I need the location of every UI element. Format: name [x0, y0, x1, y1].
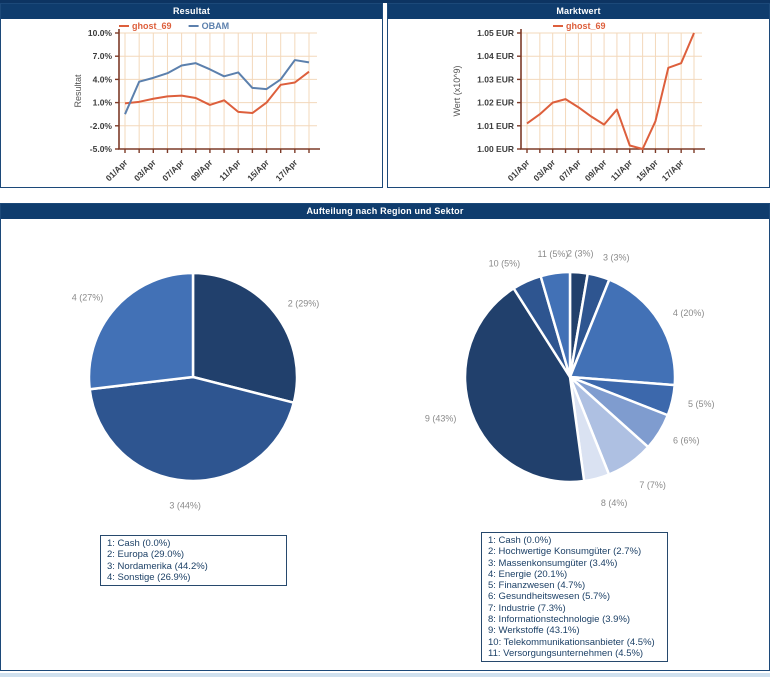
svg-text:4.0%: 4.0% [92, 74, 112, 85]
resultat-panel-body [1, 19, 382, 187]
svg-text:-2.0%: -2.0% [89, 120, 112, 131]
allocation-panel-title: Aufteilung nach Region und Sektor [1, 204, 769, 219]
legend-entry: 2: Hochwertige Konsumgüter (2.7%) [488, 546, 642, 558]
svg-text:ghost_69: ghost_69 [566, 21, 606, 31]
svg-text:6 (6%): 6 (6%) [673, 435, 700, 446]
svg-text:17/Apr: 17/Apr [659, 157, 686, 184]
svg-text:ghost_69: ghost_69 [132, 21, 172, 31]
svg-text:2 (3%): 2 (3%) [567, 248, 594, 259]
svg-text:17/Apr: 17/Apr [273, 157, 300, 184]
svg-text:03/Apr: 03/Apr [531, 157, 558, 184]
legend-entry: 10: Telekommunikationsanbieter (4.5%) [488, 636, 655, 648]
legend-entry: 8: Informationstechnologie (3.9%) [488, 614, 631, 626]
legend-entry: 5: Finanzwesen (4.7%) [488, 580, 586, 592]
bottom-border-strip [0, 673, 770, 677]
svg-text:07/Apr: 07/Apr [160, 157, 187, 184]
legend-entry: 3: Nordamerika (44.2%) [107, 560, 208, 572]
svg-text:4 (27%): 4 (27%) [71, 292, 104, 303]
svg-text:1.00 EUR: 1.00 EUR [477, 144, 514, 154]
region-legend-box [100, 535, 287, 586]
svg-text:10 (5%): 10 (5%) [488, 258, 521, 269]
legend-entry: 1: Cash (0.0%) [488, 535, 552, 546]
svg-text:5 (5%): 5 (5%) [687, 398, 715, 409]
svg-text:9 (43%): 9 (43%) [424, 413, 457, 424]
legend-entry: 1: Cash (0.0%) [107, 538, 171, 549]
svg-text:15/Apr: 15/Apr [245, 157, 271, 184]
svg-text:3 (3%): 3 (3%) [603, 252, 630, 263]
legend-entry: 9: Werkstoffe (43.1%) [488, 625, 580, 637]
legend-entry: 4: Sonstige (26.9%) [107, 571, 191, 583]
marktwert-panel [387, 3, 770, 188]
svg-text:1.03 EUR: 1.03 EUR [477, 74, 514, 85]
svg-text:09/Apr: 09/Apr [188, 157, 215, 184]
svg-text:09/Apr: 09/Apr [582, 157, 609, 184]
svg-text:7 (7%): 7 (7%) [639, 480, 666, 491]
svg-text:OBAM: OBAM [201, 21, 230, 31]
marktwert-panel-title: Marktwert [388, 4, 769, 19]
svg-text:01/Apr: 01/Apr [505, 157, 532, 184]
svg-text:-5.0%: -5.0% [89, 144, 112, 154]
svg-text:10.0%: 10.0% [87, 28, 112, 38]
svg-text:7.0%: 7.0% [92, 51, 112, 62]
legend-entry: 7: Industrie (7.3%) [488, 602, 566, 614]
legend-entry: 4: Energie (20.1%) [488, 568, 568, 580]
svg-text:11/Apr: 11/Apr [217, 157, 243, 183]
svg-text:1.01 EUR: 1.01 EUR [477, 120, 514, 131]
svg-text:15/Apr: 15/Apr [634, 157, 660, 184]
legend-entry: 3: Massenkonsumgüter (3.4%) [488, 557, 618, 569]
svg-text:1.04 EUR: 1.04 EUR [477, 51, 514, 62]
svg-text:3 (44%): 3 (44%) [169, 500, 201, 511]
legend-entry: 2: Europa (29.0%) [107, 549, 185, 561]
resultat-panel [0, 3, 383, 188]
legend-entry: 11: Versorgungsunternehmen (4.5%) [488, 647, 644, 659]
sector-legend-box [481, 532, 668, 662]
svg-text:Resultat: Resultat [73, 74, 83, 108]
marktwert-line-chart [388, 19, 769, 187]
svg-text:1.05 EUR: 1.05 EUR [477, 28, 514, 38]
svg-text:2 (29%): 2 (29%) [287, 298, 320, 309]
svg-text:1.0%: 1.0% [92, 97, 112, 108]
svg-text:11/Apr: 11/Apr [608, 157, 635, 183]
marktwert-panel-body [388, 19, 769, 187]
svg-text:07/Apr: 07/Apr [557, 157, 583, 184]
svg-text:4 (20%): 4 (20%) [672, 308, 705, 319]
svg-text:8 (4%): 8 (4%) [600, 497, 628, 508]
svg-text:Wert (x10^9): Wert (x10^9) [452, 65, 462, 117]
svg-text:01/Apr: 01/Apr [103, 157, 130, 184]
legend-entry: 6: Gesundheitswesen (5.7%) [488, 591, 610, 603]
svg-text:03/Apr: 03/Apr [131, 157, 158, 184]
resultat-panel-title: Resultat [1, 4, 382, 19]
svg-text:11 (5%): 11 (5%) [537, 249, 569, 260]
resultat-line-chart [1, 19, 382, 187]
svg-text:1.02 EUR: 1.02 EUR [477, 97, 514, 108]
